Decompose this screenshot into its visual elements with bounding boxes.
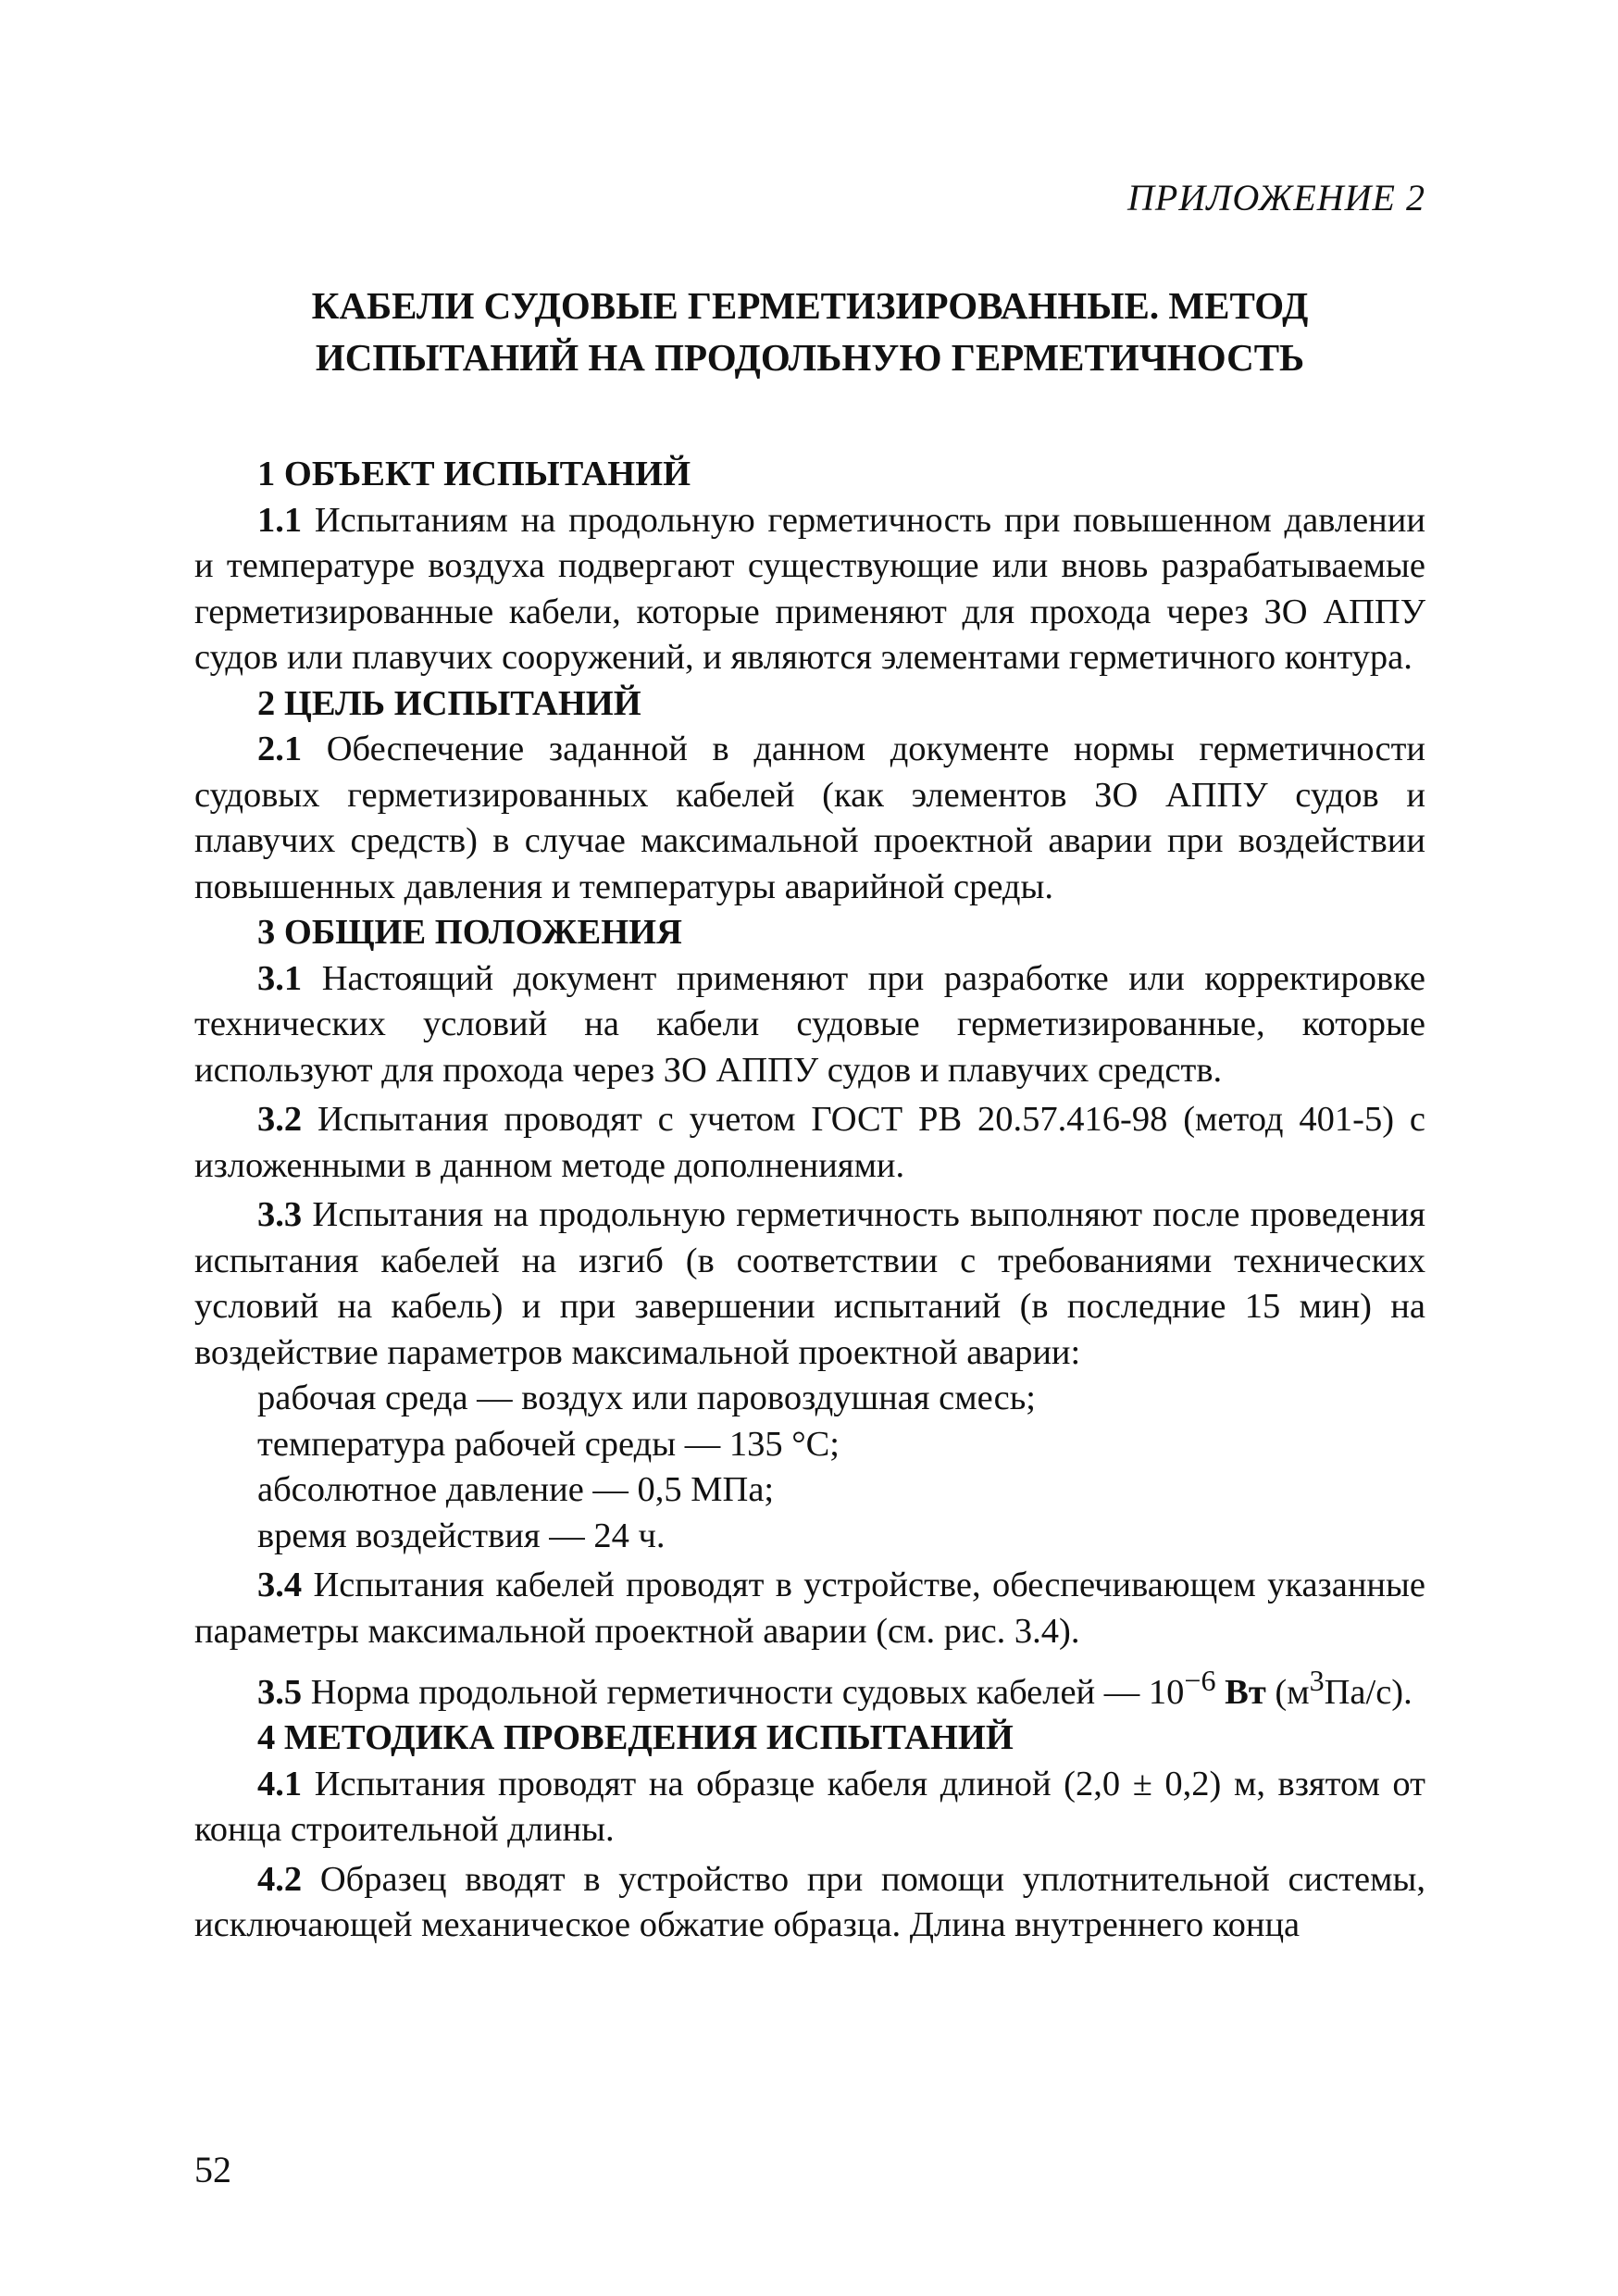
section-heading-4: 4 МЕТОДИКА ПРОВЕДЕНИЯ ИСПЫТАНИЙ: [257, 1718, 1014, 1758]
list-item: время воздействия — 24 ч.: [257, 1516, 666, 1555]
document-body: [194, 452, 1425, 1949]
document-title: [194, 280, 1425, 383]
section-heading-3: 3 ОБЩИЕ ПОЛОЖЕНИЯ: [257, 913, 682, 952]
title-line-1: КАБЕЛИ СУДОВЫЕ ГЕРМЕТИЗИРОВАННЫЕ. МЕТОД: [311, 284, 1309, 327]
paragraph-text: Норма продольной герметичности судовых кабелей: [310, 1672, 1096, 1712]
list-item: температура рабочей среды — 135 °С;: [257, 1424, 840, 1464]
paragraph-number: 1.1: [257, 500, 303, 540]
unit-exponent: 3: [1309, 1664, 1325, 1697]
paragraph-number: 3.5: [257, 1672, 303, 1712]
paragraph-1-1: [194, 498, 1425, 681]
paragraph-number: 3.1: [257, 958, 303, 998]
paragraph-text: Испытания проводят на образце кабеля длиной (2,0 ± 0,2) м, взятом от конца строительной длины.: [194, 1764, 1425, 1850]
paragraph-number: 3.3: [257, 1195, 303, 1234]
section-heading-2: 2 ЦЕЛЬ ИСПЫТАНИЙ: [257, 683, 641, 723]
paragraph-2-1: [194, 727, 1425, 910]
title-line-2: ИСПЫТАНИЙ НА ПРОДОЛЬНУЮ ГЕРМЕТИЧНОСТЬ: [315, 336, 1305, 379]
paragraph-3-4: [194, 1563, 1425, 1654]
unit-part-b: Па/с).: [1324, 1672, 1413, 1712]
paragraph-text: Испытания на продольную герметичность выполняют после проведения испытания кабелей на изгиб (в соответствии с требованиями технических условий на кабель) и при завершении испытаний (в последние 15 мин) на воздействие параметров максимальной проектной аварии:: [194, 1195, 1425, 1372]
paragraph-3-3: [194, 1192, 1425, 1376]
paragraph-3-1: [194, 956, 1425, 1094]
paragraph-text: Испытания кабелей проводят в устройстве, обеспечивающем указанные параметры максимальной проектной аварии (см. рис. 3.4).: [194, 1566, 1425, 1651]
formula-exponent: −6: [1184, 1664, 1216, 1697]
paragraph-text: Образец вводят в устройство при помощи уплотнительной системы, исключающей механическое обжатие образца. Длина внутреннего конца: [194, 1859, 1426, 1945]
paragraph-number: 2.1: [257, 730, 303, 768]
unit-part-a: (м: [1275, 1672, 1310, 1712]
paragraph-text: Обеспечение заданной в данном документе нормы герметичности судовых герметизированных кабелей (как элементов ЗО АППУ судов и плавучих средств) в случае максимальной проектной аварии при воздействии повышенных давления и температуры аварийной среды.: [194, 730, 1426, 906]
paragraph-text: Испытания проводят с учетом ГОСТ РВ 20.57.416-98 (метод 401-5) с изложенными в данном методе дополнениями.: [194, 1100, 1425, 1185]
formula-base: — 10: [1103, 1672, 1185, 1712]
section-heading-1: 1 ОБЪЕКТ ИСПЫТАНИЙ: [257, 455, 691, 493]
paragraph-number: 4.1: [257, 1764, 303, 1803]
page-number: 52: [194, 2149, 231, 2190]
unit: Вт: [1225, 1672, 1266, 1712]
paragraph-text: Испытаниям на продольную герметичность при повышенном давлении и температуре воздуха подвергают существующие или вновь разрабатываемые герметизированные кабели, которые применяют для прохода через ЗО АППУ судов или плавучих сооружений, и являются элементами герметичного контура.: [194, 500, 1425, 677]
list-item: рабочая среда — воздух или паровоздушная смесь;: [257, 1379, 1036, 1417]
paragraph-text: Настоящий документ применяют при разработке или корректировке технических условий на кабели судовые герметизированные, которые используют для прохода через ЗО АППУ судов и плавучих средств.: [194, 958, 1426, 1090]
paragraph-4-1: [194, 1762, 1425, 1853]
paragraph-number: 3.4: [257, 1566, 303, 1604]
list-item: абсолютное давление — 0,5 МПа;: [257, 1470, 775, 1509]
paragraph-3-2: [194, 1097, 1425, 1189]
paragraph-3-5: [194, 1658, 1425, 1716]
paragraph-number: 4.2: [257, 1859, 303, 1899]
paragraph-number: 3.2: [257, 1100, 303, 1139]
paragraph-4-2: [194, 1857, 1425, 1949]
formula: [1103, 1664, 1216, 1712]
appendix-label: ПРИЛОЖЕНИЕ 2: [1127, 177, 1425, 218]
